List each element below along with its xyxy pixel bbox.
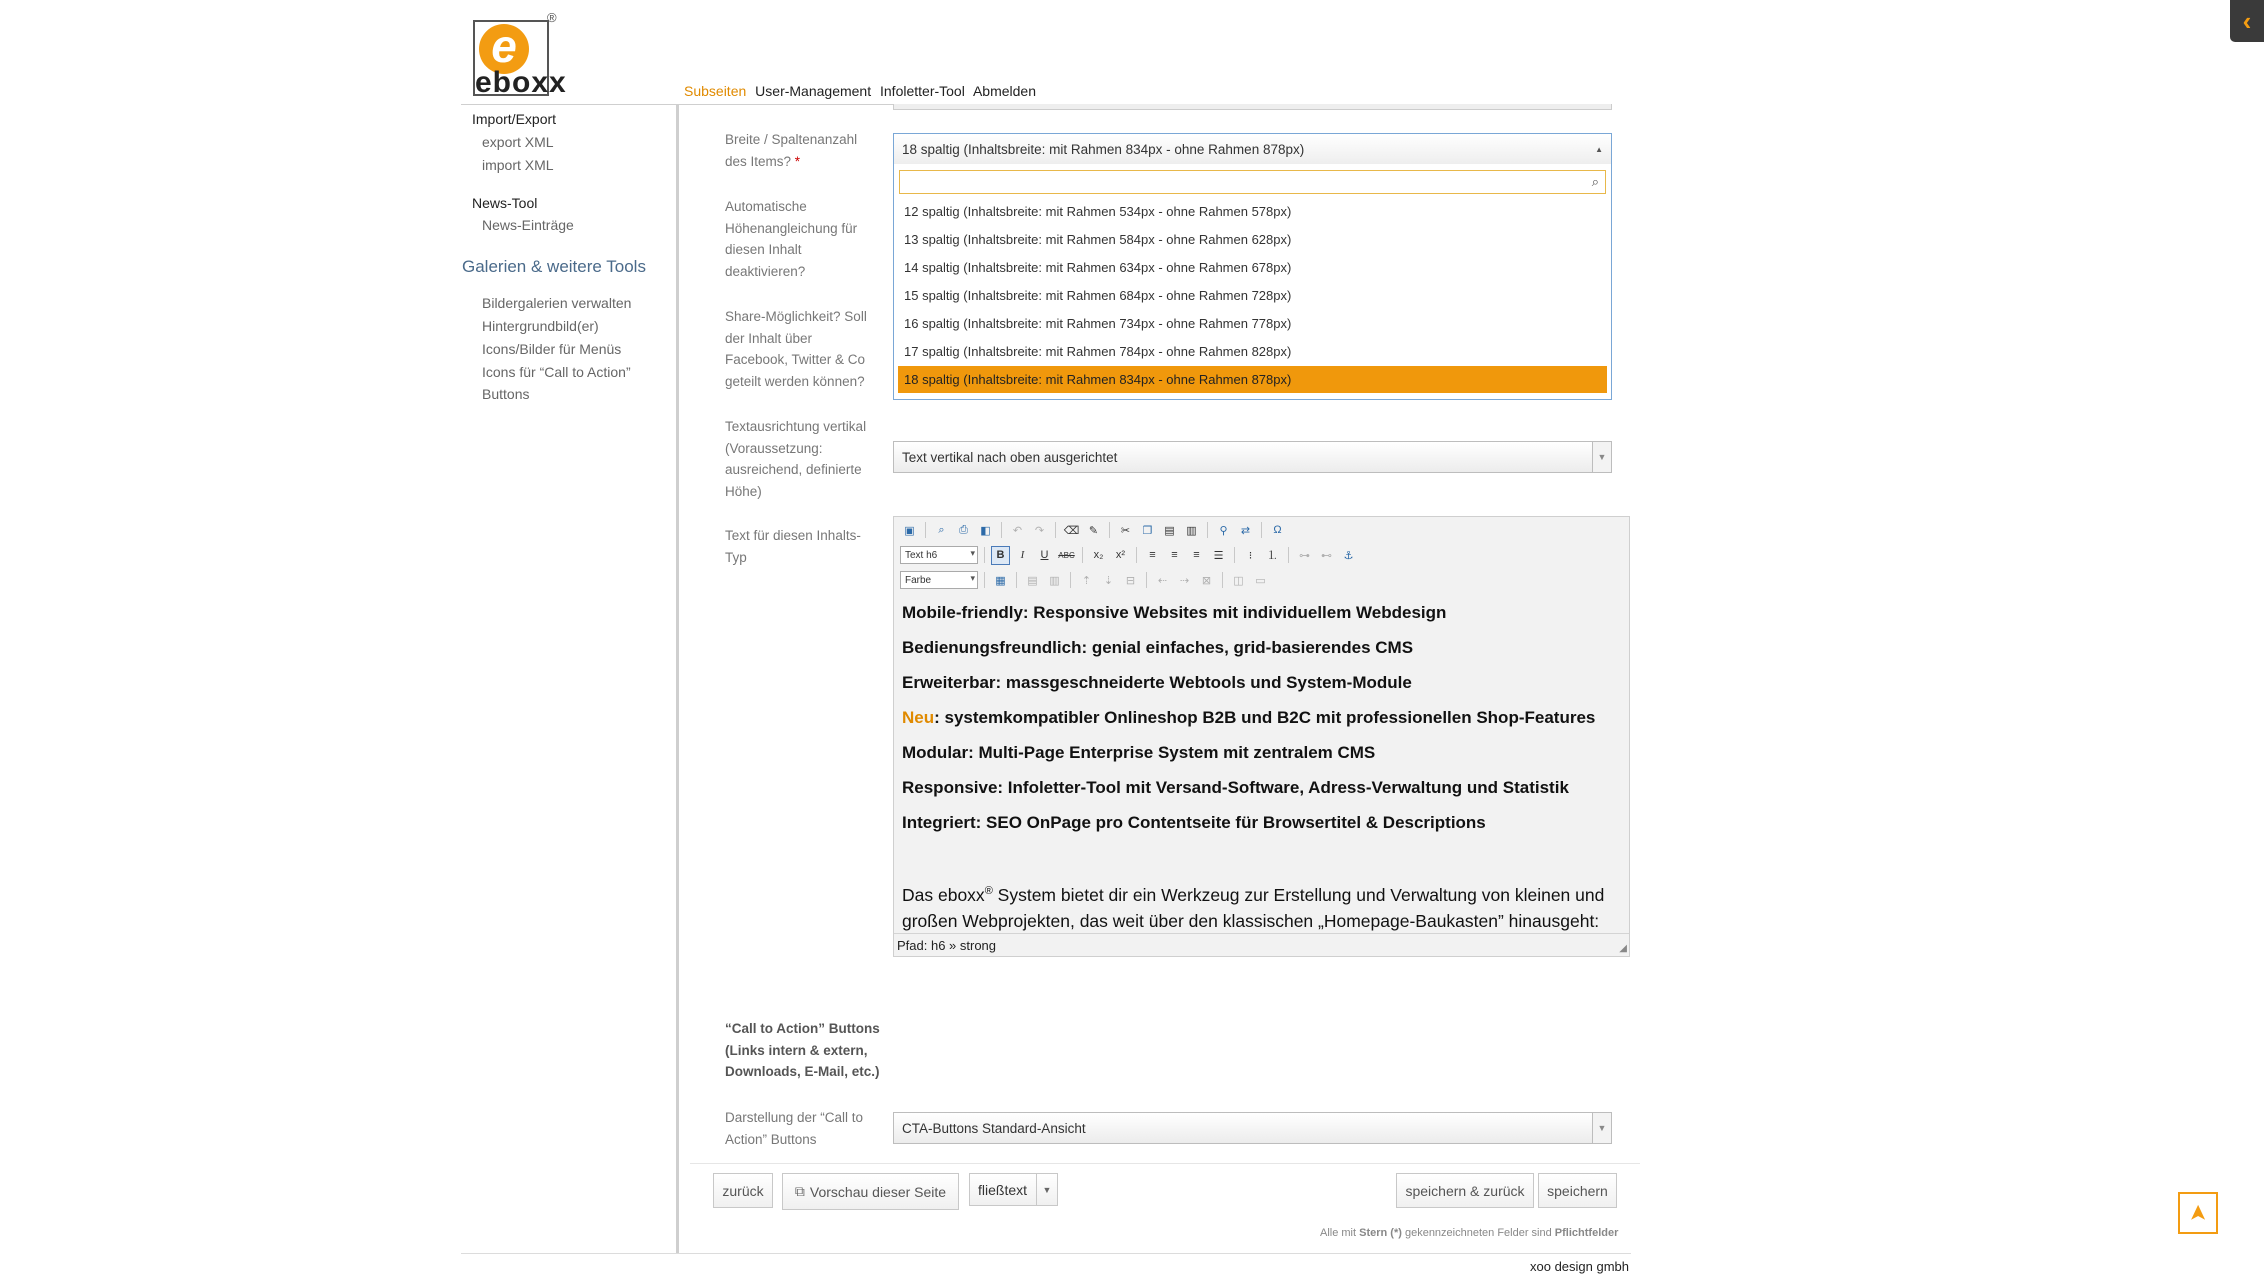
share-label-line2: der Inhalt über: [725, 330, 813, 346]
text-label: [725, 525, 861, 568]
sidebar-item-news-eintraege[interactable]: News-Einträge: [482, 217, 574, 233]
source-icon[interactable]: ▣: [904, 524, 915, 537]
toolbar-row-1: [900, 519, 1287, 541]
cut-icon[interactable]: ✂: [1120, 524, 1131, 537]
find-icon[interactable]: ⚲: [1219, 524, 1228, 537]
textausrichtung-value: Text vertikal nach oben ausgerichtet: [902, 449, 1118, 465]
cta-darstellung-line1: Darstellung der “Call to: [725, 1110, 864, 1125]
nav-infoletter-tool[interactable]: Infoletter-Tool: [880, 83, 965, 99]
remove-format-icon[interactable]: ⌫: [1063, 524, 1080, 537]
logo[interactable]: [473, 10, 567, 99]
editor-path: Pfad: h6 » strong: [897, 937, 997, 953]
align-center-icon[interactable]: ≡: [1171, 549, 1178, 561]
cta-darstellung-label: [725, 1107, 863, 1150]
bold-icon[interactable]: B: [991, 546, 1010, 565]
format-select[interactable]: Text h6 ▾: [900, 546, 978, 564]
textausrichtung-line1: Textausrichtung vertikal: [725, 419, 867, 434]
editor-line-neu: [902, 708, 1595, 728]
logo-registered: ®: [547, 10, 557, 25]
toolbar-separator: [984, 572, 985, 588]
color-select[interactable]: Farbe ▾: [900, 571, 978, 589]
editor-line: Mobile-friendly: Responsive Websites mit individuellem Webdesign: [902, 603, 1447, 622]
delete-row-icon[interactable]: ⊟: [1125, 574, 1136, 587]
sidebar-item-bildergalerien[interactable]: Bildergalerien verwalten: [482, 295, 632, 311]
superscript-icon[interactable]: x²: [1115, 549, 1126, 561]
editor-line: Bedienungsfreundlich: genial einfaches, grid-basierendes CMS: [902, 638, 1414, 657]
toolbar-separator: [1146, 572, 1147, 588]
textausrichtung-label: [725, 416, 866, 502]
row-after-icon[interactable]: ⇣: [1103, 574, 1114, 587]
sidebar-item-import-xml[interactable]: import XML: [482, 157, 554, 173]
dropdown-option[interactable]: 16 spaltig (Inhaltsbreite: mit Rahmen 734px - ohne Rahmen 778px): [904, 316, 1292, 331]
logo-text: eboxx: [475, 66, 567, 99]
sidebar-item-icons-menues[interactable]: Icons/Bilder für Menüs: [482, 341, 622, 357]
toolbar-separator: [1261, 522, 1262, 538]
anchor-icon[interactable]: ⚓: [1343, 549, 1354, 562]
nav-subseiten[interactable]: Subseiten: [684, 83, 747, 99]
breite-label-line1: Breite / Spaltenanzahl: [725, 132, 858, 147]
italic-icon[interactable]: I: [1020, 549, 1025, 561]
preview-icon[interactable]: ⌕: [938, 523, 945, 536]
cta-heading-line1: “Call to Action” Buttons: [725, 1021, 880, 1036]
auto-label-line4: deaktivieren?: [725, 263, 806, 279]
collapse-sidebar-button[interactable]: [2230, 0, 2264, 42]
textausrichtung-line3: ausreichend, definierte: [725, 462, 862, 477]
underline-icon[interactable]: U: [1040, 549, 1049, 561]
top-navigation: [684, 83, 1041, 99]
subscript-icon[interactable]: x₂: [1093, 549, 1104, 561]
note-part1: Alle mit: [1320, 1227, 1360, 1239]
toolbar-separator: [1055, 522, 1056, 538]
neu-highlight: Neu: [902, 708, 935, 727]
unlink-icon[interactable]: ⊷: [1321, 549, 1332, 562]
chevron-left-icon: ‹: [2242, 6, 2252, 36]
editor-line: Erweiterbar: massgeschneiderte Webtools und System-Module: [902, 673, 1412, 692]
spalten-select-value: 18 spaltig (Inhaltsbreite: mit Rahmen 834px - ohne Rahmen 878px): [902, 141, 1305, 157]
preview-button[interactable]: [782, 1173, 959, 1210]
sidebar-galleries-title: Galerien & weitere Tools: [462, 257, 646, 276]
cta-heading-line2: (Links intern & extern,: [725, 1042, 868, 1058]
auto-label-line1: Automatische: [725, 199, 807, 214]
dropdown-option-selected[interactable]: 18 spaltig (Inhaltsbreite: mit Rahmen 834px - ohne Rahmen 878px): [898, 366, 1607, 393]
previous-field-edge: [893, 104, 1612, 110]
auto-label-line2: Höhenangleichung für: [725, 220, 858, 236]
toolbar-separator: [1082, 547, 1083, 563]
replace-icon[interactable]: ⇄: [1240, 524, 1251, 537]
chevron-down-icon: ▼: [1592, 1113, 1611, 1143]
breite-label-line2: [725, 151, 857, 173]
cta-darstellung-value: CTA-Buttons Standard-Ansicht: [902, 1120, 1086, 1136]
editor-line: Integriert: SEO OnPage pro Contentseite für Browsertitel & Descriptions: [902, 813, 1486, 832]
nav-user-management[interactable]: User-Management: [755, 83, 872, 99]
chevron-down-icon: ▼: [1592, 442, 1611, 472]
strikethrough-icon[interactable]: ABC: [1058, 550, 1075, 560]
sidebar-divider: [676, 104, 679, 1254]
nav-abmelden[interactable]: Abmelden: [972, 83, 1036, 99]
para-rest: System bietet dir ein Werkzeug zur Erstellung und Verwaltung von kleinen und großen Webprojekten, das weit über den klassischen „Homepage-Baukasten” hinausgeht:: [902, 884, 1605, 931]
cell-props-icon[interactable]: ▥: [1049, 574, 1060, 587]
row-before-icon[interactable]: ⇡: [1081, 574, 1092, 587]
cta-darstellung-line2: Action” Buttons: [725, 1131, 817, 1147]
paste-text-icon[interactable]: ▥: [1186, 524, 1197, 537]
sidebar-import-export-title: Import/Export: [472, 111, 557, 127]
breite-label: [725, 129, 857, 172]
preview-button-label: Vorschau dieser Seite: [809, 1183, 947, 1200]
insert-table-icon[interactable]: ▦: [995, 574, 1006, 587]
toolbar-separator: [1207, 522, 1208, 538]
toolbar-separator: [1288, 547, 1289, 563]
toolbar-separator: [1222, 572, 1223, 588]
link-icon[interactable]: ⊶: [1299, 549, 1310, 562]
note-bold2: Pflichtfelder: [1554, 1227, 1619, 1239]
dropdown-option[interactable]: 13 spaltig (Inhaltsbreite: mit Rahmen 584px - ohne Rahmen 628px): [904, 232, 1292, 247]
share-label-line1: Share-Möglichkeit? Soll: [725, 309, 867, 324]
arrow-up-icon: ➤: [2185, 1203, 2210, 1223]
col-after-icon[interactable]: ⇢: [1179, 574, 1190, 587]
required-mark: *: [794, 153, 801, 169]
company-name: xoo design gmbh: [1530, 1259, 1630, 1274]
sidebar-item-icons-cta[interactable]: Icons für “Call to Action”: [482, 364, 631, 380]
cta-heading: [725, 1018, 880, 1083]
save-and-back-button[interactable]: speichern & zurück: [1396, 1173, 1534, 1208]
textausrichtung-line2: (Voraussetzung:: [725, 440, 823, 456]
special-char-icon[interactable]: Ω: [1273, 524, 1282, 536]
fliesstext-select[interactable]: [969, 1173, 1058, 1206]
chevron-up-icon: ▲: [1595, 145, 1603, 154]
cta-heading-line3: Downloads, E-Mail, etc.): [725, 1064, 880, 1079]
editor-paragraph: [902, 878, 1622, 934]
bottom-divider: [690, 1163, 1640, 1164]
cta-darstellung-select[interactable]: [893, 1112, 1612, 1144]
cleanup-icon[interactable]: ✎: [1088, 524, 1099, 537]
breite-label-text: des Items?: [725, 153, 792, 169]
toolbar-separator: [925, 522, 926, 538]
toolbar-separator: [1016, 572, 1017, 588]
rich-text-editor: [893, 516, 1630, 957]
editor-line: Responsive: Infoletter-Tool mit Versand-Software, Adress-Verwaltung und Statistik: [902, 778, 1569, 797]
dropdown-option[interactable]: 12 spaltig (Inhaltsbreite: mit Rahmen 534px - ohne Rahmen 578px): [904, 204, 1292, 219]
sidebar-item-hintergrundbild[interactable]: Hintergrundbild(er): [482, 318, 599, 334]
toolbar-separator: [1136, 547, 1137, 563]
toolbar-separator: [1001, 522, 1002, 538]
back-to-top-button[interactable]: [2178, 1192, 2218, 1234]
toolbar-separator: [1070, 572, 1071, 588]
share-label-line3: Facebook, Twitter & Co: [725, 352, 866, 367]
editor-toolbar: [894, 517, 1629, 594]
sidebar-item-export-xml[interactable]: export XML: [482, 134, 554, 150]
toolbar-row-2: [900, 544, 1358, 566]
share-label-line4: geteilt werden können?: [725, 373, 865, 389]
chevron-down-icon: ▼: [1036, 1174, 1057, 1205]
editor-line: Modular: Multi-Page Enterprise System mit zentralem CMS: [902, 743, 1376, 762]
toolbar-separator: [984, 547, 985, 563]
sidebar-item-icons-cta-buttons[interactable]: Buttons: [482, 386, 530, 402]
toolbar-separator: [1234, 547, 1235, 563]
text-label-line2: Typ: [725, 549, 747, 565]
align-left-icon[interactable]: ≡: [1149, 549, 1156, 561]
note-part2: gekennzeichneten Felder sind: [1401, 1227, 1555, 1239]
textausrichtung-line4: Höhe): [725, 483, 762, 499]
dropdown-search-input[interactable]: [899, 170, 1606, 194]
col-before-icon[interactable]: ⇠: [1157, 574, 1168, 587]
text-label-line1: Text für diesen Inhalts-: [725, 528, 861, 543]
para-prefix: Das eboxx: [902, 884, 985, 905]
editor-statusbar: [894, 933, 1629, 956]
split-cell-icon[interactable]: ◫: [1233, 574, 1244, 587]
back-button[interactable]: zurück: [713, 1173, 773, 1208]
search-icon: ⌕: [1591, 174, 1599, 189]
textausrichtung-select[interactable]: [893, 441, 1612, 473]
copy-icon[interactable]: ❐: [1142, 524, 1153, 537]
print-icon[interactable]: ⎙: [959, 523, 968, 536]
editor-content[interactable]: [894, 593, 1629, 933]
note-bold1: Stern (*): [1359, 1227, 1402, 1239]
external-link-icon: ⧉: [794, 1183, 805, 1199]
save-button[interactable]: speichern: [1538, 1173, 1617, 1208]
auto-hoehe-label: [725, 196, 857, 282]
dropdown-option[interactable]: 14 spaltig (Inhaltsbreite: mit Rahmen 634px - ohne Rahmen 678px): [904, 260, 1292, 275]
paste-icon[interactable]: ▤: [1164, 524, 1175, 537]
spalten-select[interactable]: [893, 133, 1612, 165]
numbered-list-icon[interactable]: ⒈: [1267, 550, 1278, 562]
resize-grip-icon[interactable]: ◢: [1619, 943, 1627, 954]
fliesstext-value: fließtext: [978, 1181, 1028, 1198]
editor-line-neu-text: : systemkompatibler Onlineshop B2B und B2C mit professionellen Shop-Features: [934, 708, 1596, 727]
dropdown-option[interactable]: 17 spaltig (Inhaltsbreite: mit Rahmen 784px - ohne Rahmen 828px): [904, 344, 1292, 359]
align-justify-icon[interactable]: ☰: [1213, 549, 1224, 562]
delete-col-icon[interactable]: ⊠: [1201, 574, 1212, 587]
auto-label-line3: diesen Inhalt: [725, 242, 802, 257]
bullet-list-icon[interactable]: ⁝: [1248, 549, 1253, 562]
html-icon[interactable]: ◧: [980, 524, 991, 537]
footer-divider: [461, 1253, 1631, 1254]
share-label: [725, 306, 867, 392]
para-registered: ®: [984, 885, 993, 897]
toolbar-row-3: [900, 569, 1270, 591]
required-fields-note: [1320, 1227, 1618, 1239]
spalten-dropdown-panel: [893, 164, 1612, 400]
table-props-icon[interactable]: ▤: [1027, 574, 1038, 587]
redo-icon[interactable]: ↷: [1034, 524, 1045, 537]
align-right-icon[interactable]: ≡: [1193, 549, 1200, 561]
dropdown-option[interactable]: 15 spaltig (Inhaltsbreite: mit Rahmen 684px - ohne Rahmen 728px): [904, 288, 1292, 303]
sidebar-news-tool-title: News-Tool: [472, 195, 538, 211]
undo-icon[interactable]: ↶: [1012, 524, 1023, 537]
logo-e-mark: e: [479, 24, 529, 74]
toolbar-separator: [1109, 522, 1110, 538]
merge-cell-icon[interactable]: ▭: [1255, 574, 1266, 587]
